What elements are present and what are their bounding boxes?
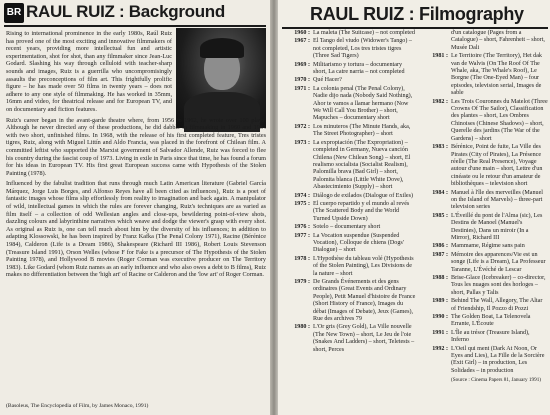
entry-year: 1991 : [432,329,448,336]
filmography-entry [420,252,548,274]
entry-titles: L'Oeil qui ment (Dark At Noon, Or Eyes and Lies), La Fille de la Sorcière (Exit Girl) – in production, Les Solidades – in production [451,345,545,374]
entry-titles: Militarismo y tortura – documentary short, La catre narria – not completed [313,61,405,76]
entry-year: 1989 : [432,298,448,305]
entry-titles: Qué Hacer? [313,77,342,84]
entry-year: 1986 : [432,243,448,250]
filmography-entry [420,314,548,329]
entry-year: 1969 : [294,61,310,68]
title-rule [282,27,548,29]
filmography-entry [420,144,548,188]
entry-titles: Manuel à l'île des merveilles (Manuel on the Island of Marvels) – three-part television series [451,189,543,211]
entry-titles: Mammame, Régime sans pain [451,243,525,250]
entry-titles: Sotelo – documentary short [313,224,381,231]
entry-year: 1970 : [294,77,310,84]
filmography-entry [282,86,416,123]
left-page [0,0,270,415]
entry-year: 1967 : [294,38,310,45]
entry-year: 1988 : [432,275,448,281]
filmography-entry [282,279,416,323]
entry-year: 1976 : [294,224,310,231]
entry-year: 1972 : [294,123,310,130]
paragraph-3: Influenced by the fabulist tradition that runs through much Latin American literature (Gabriel García Márquez, Jorge Luis Borges, and Alfonso Reyes have all been cited as influences), Ruiz is a poet of fantastic images whose films slip effortlessly from reality to imagination and back again. A manipulator of wild, intellectual games in which the rules are forever changing, Ruiz's techniques are as varied as film itself – a collection of odd Wellesian angles and close-ups, bewildering point-of-view shots, dazzling colours and labyrinthine narratives which weave and dodge the viewer's grasp with every shot. As original as Ruiz is, one can tell much about him by the diversity of his influences; in addition to adapting Klossowski, he has been inspired by Franz Kafka (The Penal Colony 1971), Racine (Bérénice 1984), Calderon (Life is a Dream 1986), Shakespeare (Richard III 1986), Robert Louis Stevenson (Treasure Island 1991), Orson Welles (whose F for Fake is a precursor of The Hypothesis of the Stolen Painting 1978), and Hollywood B movies (Roger Corman was executive producer on The Territory 1983). Like Godard (whom Ruiz names as an early influence and who also owes a debt to B films), Ruiz makes no differentiation between the 'high art' of Racine or Calderon and the 'low art' of Roger Corman. [6,180,266,279]
entry-year: 1973 : [294,139,310,146]
entry-titles: Le Territoire (The Territory), Het dak van de Walvis (On The Roof Of The Whale, aka, The Whale's Roof), Le Borgne (The One-Eyed Man) – four episodes, television serial, Images de sable [451,53,542,97]
entry-titles: El Tango del viudo (Widower's Tango) – not completed, Los tres tristes tigres (Three Sad Tigers) [313,38,412,60]
entry-titles: Bérénice, Point de fuite, La Ville des Pirates (City of Pirates), La Présence réelle (The Real Presence), Voyage autour d'une main – short, Lettre d'un cinéaste ou le retour d'un amateur de bibliothèques – television short [451,144,543,188]
filmography-entry [282,233,416,255]
filmography-entry [282,324,416,354]
citation: (Basoleus, The Encyclopedia of Film, by James Monaco, 1991) [6,403,149,409]
filmography-entry [420,275,548,297]
filmography-entry [282,201,416,223]
entry-year: 1987 : [432,251,448,258]
entry-year: 1975 : [294,200,310,207]
filmography-column-2 [420,30,548,385]
entry-titles: Los minuteros (The Minute Hands, aka, The Street Photographer) – short [313,123,411,138]
right-page [278,0,550,415]
background-title: RAUL RUIZ : Background [26,2,225,21]
entry-titles: L'Île au trésor (Treasure Island), Inferno [451,329,530,344]
entry-titles: De Grands Événements et des gens ordinaires (Great Events and Ordinary People), Petit Manuel d'histoire de France (Short History of France), Images du débat (Images of Debate), Jeux (Games), Rue des archives 79 [313,279,416,323]
entry-year: 1978 : [294,255,310,262]
publisher-logo: BR [4,3,24,23]
entry-titles: La expropiación (The Expropriation) – completed in Germany, Nueva canción Chilena (New Chilean Song) – short, El realismo socialista (Socialist Realism), Palomilla brava (Bad Girl) – short, Palomita blanca (Little White Dove), Abastecimiento (Supply) – short [313,139,411,191]
filmography-entry [282,30,416,37]
paragraph-1: Rising to international prominence in the early 1980s, Raúl Ruiz has proved one of the most exciting and innovative filmmakers of recent years, providing more intellectual fun and artistic experimentation, shot for shot, than any filmmaker since Jean-Luc Godard. Slashing his way through celluloid with teacher-sharp sounds and images, Ruiz is a guerrilla who uncompromisingly assaults the preconceptions of film art. This frightfully prolific figure – he has made over 50 films in twenty years – does not adhere to any one style of filmmaking. He has worked in 35mm, 16mm and video, for theatrical release and for European TV, and on documentary and fiction features. [6,30,172,113]
filmography-entry [420,330,548,345]
entry-year: 1984 : [432,189,448,196]
entry-titles: El cuerpo repartido y el mundo al revés (The Scattered Body and the World Turned Upside Down) [313,200,410,222]
filmography-entry [282,38,416,60]
filmography-entry [282,256,416,278]
filmography-source: (Source : Cinema Papers 81, January 1991) [451,377,542,384]
entry-year: 1974 : [294,192,310,199]
filmography-entry [420,243,548,250]
entry-year: 1977 : [294,232,310,239]
filmography-entry [420,213,548,243]
book-gutter [270,0,278,415]
entry-year: 1982 : [432,98,448,105]
entry-titles: L'Éveillé du pont de l'Alma (sic), Les Destins de Manoel (Manuel's Destinies), Dans un miroir (In a Mirror), Richard III [451,212,543,241]
entry-titles: The Golden Boat, La Telenovela Errante, L'Écoute [451,314,531,328]
entry-titles: Mémoire des apparences/Vie est un songe (Life is a Dream), La Professeur Taranne, L'Évéché de Lescar [451,251,546,273]
entry-year [420,30,451,52]
filmography-entry [420,190,548,212]
filmography-entry [420,30,548,52]
entry-titles: Diálogo de exilados (Dialogue of Exiles) [313,192,414,199]
entry-titles: La Vocation suspendue (Suspended Vocation), Colloque de chiens (Dogs' Dialogue) – short [313,232,404,254]
entry-titles: La colonia penal (The Penal Colony), Nadie dijo nada (Nobody Said Nothing), Ahor te vamos a llamar hermano (Now We Will Call You Brother) – short, Mapuches – documentary short [313,85,413,122]
filmography-entry [282,77,416,84]
filmography-entry [420,346,548,376]
background-text [6,30,266,282]
entry-titles: L'Hypothèse du tableau volé (Hypothesis of the Stolen Painting), Les Divisions de la nature – short [313,255,414,277]
filmography-entry [282,124,416,139]
entry-year: 1985 : [432,212,448,219]
filmography-entry [282,224,416,231]
entry-titles: Brise-Glace (Icebreaker) – co-director, Tous les nuages sont des horloges – short, Pallas y Talis [451,275,546,296]
entry-titles: Behind The Wall, Allegory, The Altar of Friendship, Il Pozzo di Pozzi [451,298,543,312]
entry-titles: La maleta (The Suitcase) – not completed [313,30,415,36]
entry-year: 1992 : [432,345,448,352]
entry-year: 1981 : [432,53,448,60]
filmography-column-1 [282,30,416,355]
entry-year: 1983 : [432,144,448,151]
entry-titles: L'Or gris (Grey Gold), La Ville nouvelle (The New Town) – short, Le Jeu de l'oie (Snakes And Ladders) – short, Teletests – short, Perces [313,324,415,353]
entry-titles: d'un catalogue (Pages from a Catalogue) – short, Fahrenheit – short, Musée Dali [451,30,545,51]
filmography-entry [420,298,548,313]
filmography-title: RAUL RUIZ : Filmography [310,4,524,24]
filmography-entry [420,99,548,143]
entry-titles: Les Trois Couronnes du Matelot (Three Crowns Of The Sailor), Classification des plantes – short, Les Ombres Chinoises (Chinese Shadows) – short, Querelle des jardins (The War of the Gardens) – short [451,98,548,142]
paragraph-2: Ruiz's career began in the avant-garde theatre where, from 1956 to 1962, he wrote over 100 plays. Although he never directed any of these productions, he did dabble in filmmaking in 1960 and 1964 with two short, unfinished films. In 1968, with the release of his first completed feature, Tres tristes tigres, Ruiz, along with Miguel Littín and Aldo Francia, was placed in the forefront of Chilean film. A committed leftist who supported the Marxist government of Salvador Allende, Ruiz was forced to flee his country during the fascist coup of 1973. Living in exile in Paris since that time, he has found a forum for his ideas in European TV. His first great European success came with Hypothesis of the Stolen Painting (1978). [6,116,266,177]
entry-year: 1971 : [294,85,310,92]
title-rule [4,25,266,27]
filmography-entry [420,53,548,97]
entry-year: 1979 : [294,279,310,285]
entry-year: 1960 : [294,30,310,36]
filmography-entry [282,193,416,200]
filmography-entry [282,140,416,192]
filmography-entry [282,62,416,77]
entry-year: 1990 : [432,314,448,321]
entry-year: 1980 : [294,324,310,331]
